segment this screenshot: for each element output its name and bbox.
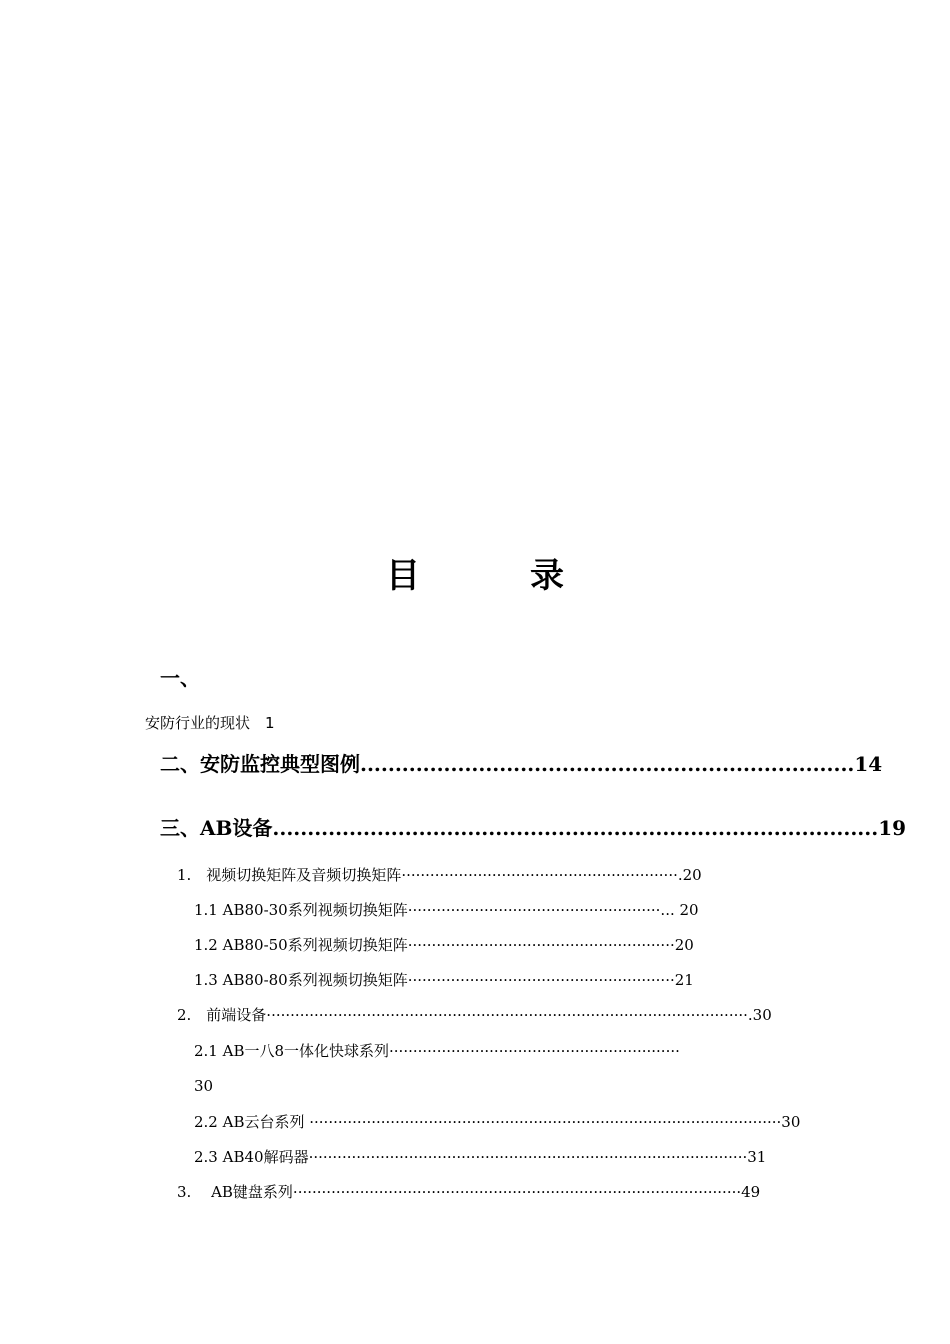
toc-item-page: 30: [194, 1077, 214, 1095]
toc-item: 1.3 AB80-80系列视频切换矩阵························································21: [194, 971, 694, 989]
toc-item: 1.1 AB80-30系列视频切换矩阵·····················································... 20: [194, 901, 699, 919]
toc-item: 2. 前端设备·····································································································.30: [177, 1006, 772, 1024]
toc-item: 2.3 AB40解码器····························································································31: [194, 1148, 767, 1166]
toc-item: 1.2 AB80-50系列视频切换矩阵························································20: [194, 936, 694, 954]
page-title: 目 录: [386, 556, 602, 596]
toc-section-2: 二、安防监控典型图例.......................................................................14: [160, 752, 883, 776]
toc-section-1-marker: 一、: [160, 666, 200, 690]
toc-item: 3. AB键盘系列······························································································49: [177, 1183, 761, 1201]
toc-item: 1. 视频切换矩阵及音频切换矩阵··························································.20: [177, 866, 702, 884]
toc-item: 2.1 AB一八8一体化快球系列·····························································: [194, 1042, 680, 1060]
toc-section-1-text: 安防行业的现状 1: [145, 714, 275, 732]
toc-item: 2.2 AB云台系列 ···································································································30: [194, 1113, 801, 1131]
toc-section-3: 三、AB设备.......................................................................................19: [160, 816, 907, 840]
